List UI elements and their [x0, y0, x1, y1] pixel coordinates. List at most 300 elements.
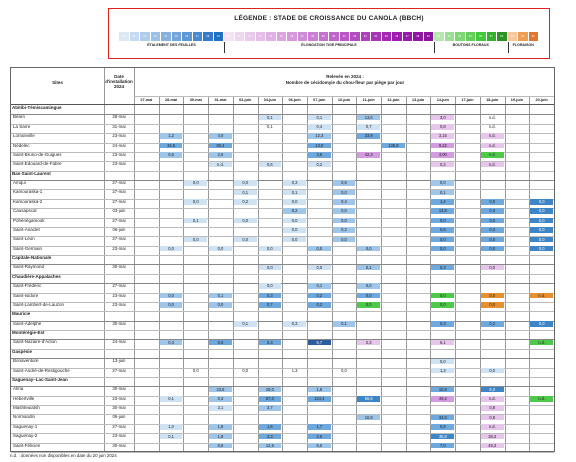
trap-count-cell: 0,0: [242, 367, 249, 373]
trap-count-cell: 3,1: [209, 405, 232, 411]
site-name: Saint-Edouard-de-Fabre: [13, 161, 62, 167]
trap-count-cell: 0,0: [530, 237, 553, 243]
trap-count-cell: 0,0: [357, 283, 380, 289]
date-column-header: 18-juin: [486, 98, 499, 102]
stage-swatch: 32: [350, 32, 361, 41]
trap-count-cell: 0,2: [431, 162, 454, 168]
trap-count-cell: 1,7: [308, 424, 331, 430]
trap-count-cell: 0,1: [209, 293, 232, 299]
stage-swatch: 24: [266, 32, 277, 41]
stage-swatch: 13: [151, 32, 162, 41]
trap-count-cell: 0,3: [283, 180, 306, 186]
stage-swatch: 36: [392, 32, 403, 41]
install-date: 30-mai: [112, 320, 126, 326]
trap-count-cell: 0,0: [234, 218, 257, 224]
trap-count-cell: 0,1: [267, 124, 273, 130]
trap-count-cell: 0,0: [530, 218, 553, 224]
row-divider: [11, 386, 554, 387]
trap-count-cell: 0,8: [431, 424, 454, 430]
stage-swatch: 35: [382, 32, 393, 41]
row-divider: [11, 405, 554, 406]
row-divider: [11, 293, 554, 294]
trap-count-cell: 0,0: [431, 180, 454, 186]
trap-count-cell: n.d.: [481, 162, 504, 168]
trap-count-cell: 0,6: [431, 227, 454, 233]
install-date: 23-mai: [112, 292, 126, 298]
install-date: 30-mai: [112, 405, 126, 411]
row-divider: [11, 358, 554, 359]
region-heading: Abitibi-Témiscamingue: [12, 105, 62, 110]
trap-count-cell: 49,3: [481, 443, 504, 449]
trap-count-cell: 0,0: [192, 367, 199, 373]
row-divider: [11, 143, 554, 144]
site-name: Saguenay-2: [13, 433, 38, 439]
stage-swatch: 30: [329, 32, 340, 41]
trap-count-cell: 0,0: [530, 208, 553, 214]
install-date: 27-mai: [112, 189, 126, 195]
row-divider: [11, 396, 554, 397]
trap-count-cell: 2,6: [308, 434, 331, 440]
stage-swatch: 28: [308, 32, 319, 41]
trap-count-cell: 0,3: [431, 265, 454, 271]
site-name: Saint-Bruno-de-Guigues: [13, 151, 62, 157]
trap-count-cell: 1,0: [160, 424, 183, 430]
stage-group-label: ÉLONGATION TIGE PRINCIPALE: [301, 43, 357, 47]
trap-count-cell: 0,0: [530, 246, 553, 252]
trap-count-cell: 3,3: [259, 434, 282, 440]
trap-count-cell: 6,1: [431, 340, 454, 346]
trap-count-cell: 0,0: [160, 302, 183, 308]
trap-count-cell: 35,8: [431, 434, 454, 440]
trap-count-cell: 0,0: [341, 367, 347, 373]
stage-swatch: 33: [361, 32, 372, 41]
trap-count-cell: 1,8: [209, 424, 232, 430]
region-heading: Mauricie: [12, 311, 31, 317]
site-name: Kamouraska-2: [13, 198, 43, 204]
stage-swatch: 55: [476, 32, 487, 41]
trap-count-cell: 9,22: [431, 143, 454, 149]
stage-swatch: 59: [497, 32, 508, 41]
stage-swatch: 15: [172, 32, 183, 41]
region-heading: Bas-Saint-Laurent: [12, 170, 51, 176]
stage-group-labels: [119, 43, 539, 51]
trap-count-cell: 10,8: [357, 415, 380, 421]
trap-count-cell: 0,0: [481, 368, 504, 374]
trap-count-cell: 13,8: [431, 208, 454, 214]
region-heading: Montérégie-Est: [12, 330, 45, 336]
trap-count-cell: 0,0: [481, 293, 504, 299]
region-heading: Gaspésie: [12, 348, 33, 354]
trap-count-cell: 0,2: [308, 302, 331, 308]
trap-count-cell: 0,3: [259, 340, 282, 346]
row-divider: [11, 161, 554, 162]
stage-swatch: 20: [224, 32, 235, 41]
trap-count-cell: 4,0: [209, 133, 232, 139]
site-name: Saint-Léon: [13, 236, 35, 242]
trap-count-cell: 0,0: [431, 246, 454, 252]
install-date: 27-mai: [112, 367, 126, 373]
row-divider: [11, 274, 554, 275]
stage-swatch: 14: [161, 32, 172, 41]
trap-count-cell: 0,2: [308, 293, 331, 299]
install-date: 23-mai: [112, 395, 126, 401]
trap-count-cell: 23,6: [209, 387, 232, 393]
trap-count-cell: 6,0: [308, 443, 331, 449]
stage-swatch: 61: [518, 32, 529, 41]
trap-count-cell: 0,0: [431, 302, 454, 308]
trap-count-cell: 6,7: [308, 340, 331, 346]
trap-count-cell: 0,1: [184, 218, 207, 224]
trap-count-cell: 0,0: [530, 227, 553, 233]
header-bottom-divider: [11, 104, 554, 105]
install-date: 27-mai: [112, 217, 126, 223]
date-column-header: 20-juin: [535, 98, 548, 102]
row-divider: [11, 414, 554, 415]
date-column-header: 11-juin: [362, 98, 375, 102]
trap-count-cell: 0,1: [357, 265, 380, 271]
site-name: Saint-Adelphe: [13, 320, 42, 326]
trap-count-cell: 0,0: [481, 265, 504, 271]
trap-count-cell: 57,0: [259, 396, 282, 402]
stage-swatch: 62: [529, 32, 540, 41]
trap-count-cell: 0,0: [209, 246, 232, 252]
site-name: Mashteuiatsh: [13, 405, 40, 411]
trap-count-cell: 1,6: [259, 424, 282, 430]
trap-count-cell: 1,9: [209, 434, 232, 440]
install-date: 13-juin: [112, 358, 126, 364]
trap-count-cell: 0,8: [481, 415, 504, 421]
trap-count-cell: 38,3: [481, 434, 504, 440]
stage-swatch: 21: [235, 32, 246, 41]
site-name: La Sarre: [13, 123, 31, 129]
trap-count-cell: 0,0: [481, 302, 504, 308]
stage-swatch: 19: [214, 32, 225, 41]
date-column-header: 10-juin: [337, 98, 351, 102]
row-divider: [11, 246, 554, 247]
trap-count-cell: 0,1: [160, 396, 183, 402]
install-date: 27-mai: [112, 283, 126, 289]
trap-count-cell: 0,8: [481, 405, 504, 411]
trap-count-cell: 0,0: [530, 199, 553, 205]
install-date: 27-mai: [112, 180, 126, 186]
row-divider: [11, 339, 554, 340]
trap-count-cell: n.d.: [488, 124, 496, 130]
stage-swatch: 16: [182, 32, 193, 41]
column-divider: [104, 68, 105, 451]
trap-count-cell: 0,0: [283, 218, 306, 224]
trap-count-cell: 0,4: [308, 124, 331, 130]
row-divider: [11, 377, 554, 378]
date-column-header: 13-juin: [411, 98, 425, 102]
stage-swatch: 34: [371, 32, 382, 41]
install-date: 23-mai: [112, 133, 126, 139]
date-column-header: 31-mai: [214, 98, 227, 102]
install-date: 27-mai: [112, 198, 126, 204]
trap-count-cell: 0,0: [333, 218, 356, 224]
site-name: Lorrainville: [13, 133, 35, 139]
trap-count-cell: 136,8: [382, 143, 405, 149]
trap-count-cell: 0,7: [357, 124, 380, 130]
install-date: 23-mai: [112, 151, 126, 157]
site-name: Saint-Isidore: [13, 292, 39, 298]
row-divider: [11, 433, 554, 434]
region-heading: Capitale-Nationale: [12, 255, 52, 261]
row-divider: [11, 349, 554, 350]
row-divider: [11, 302, 554, 303]
trap-count-cell: 0,0: [283, 237, 306, 243]
site-name: Saint-Anaclet: [13, 226, 40, 232]
trap-count-cell: 3,0: [431, 115, 454, 121]
trap-count-cell: 34,6: [160, 143, 183, 149]
stage-swatch: 51: [445, 32, 456, 41]
trap-count-cell: 0,3: [283, 321, 306, 327]
trap-count-cell: n.d.: [530, 340, 553, 346]
stage-swatch: 31: [340, 32, 351, 41]
trap-count-cell: 0,1: [431, 190, 454, 196]
trap-count-cell: 0,0: [259, 283, 282, 289]
header-divider: [134, 96, 554, 97]
install-date: 31-mai: [112, 123, 126, 129]
site-name: Saint-André-de-Restigouche: [13, 367, 70, 373]
date-column-header: 07-juin: [313, 98, 326, 102]
trap-count-cell: n.d.: [481, 396, 504, 402]
row-divider: [11, 424, 554, 425]
trap-count-cell: 34,0: [431, 415, 454, 421]
trap-count-cell: 0,1: [259, 115, 282, 121]
install-date: 23-mai: [112, 245, 126, 251]
trap-count-cell: 0,2: [308, 162, 331, 168]
install-date-header: Date d'installation 2024: [105, 74, 133, 90]
date-column-header: 12-juin: [387, 98, 400, 102]
trap-count-cell: 0,3: [431, 321, 454, 327]
install-date: 23-mai: [112, 301, 126, 307]
trap-count-cell: 0,0: [530, 321, 553, 327]
trap-count-cell: 0,6: [333, 180, 356, 186]
trap-count-cell: 1,4: [431, 199, 454, 205]
trap-count-cell: 2,6: [209, 152, 232, 158]
trap-count-cell: 29,0: [259, 387, 282, 393]
trap-count-cell: 42,3: [357, 152, 380, 158]
trap-count-cell: 0,0: [184, 237, 207, 243]
trap-count-cell: 0,0: [259, 265, 282, 271]
date-column-header: 03-juin: [239, 98, 252, 102]
stage-group-divider: [434, 42, 435, 53]
site-name: Kamouraska-1: [13, 189, 43, 195]
trap-count-cell: 12,3: [308, 133, 331, 139]
install-date: 27-mai: [112, 423, 126, 429]
stage-swatch: 23: [256, 32, 267, 41]
trap-count-cell: 13,6: [357, 115, 380, 121]
date-column-header: 27-mai: [140, 98, 153, 102]
site-name: Saint-Raymond: [13, 264, 45, 270]
trap-count-cell: n.d.: [488, 114, 496, 120]
trap-count-cell: 0,0: [481, 237, 504, 243]
stage-swatch: 12: [140, 32, 151, 41]
trap-count-cell: 3,00: [431, 152, 454, 158]
trap-count-cell: 0,1: [308, 115, 331, 121]
trap-count-cell: 1,3: [431, 368, 454, 374]
install-date: 30-mai: [112, 442, 126, 448]
trap-count-cell: 0,0: [160, 293, 183, 299]
row-divider: [11, 171, 554, 172]
stage-color-bar: [119, 32, 539, 41]
row-divider: [11, 264, 554, 265]
trap-count-cell: 3,5: [308, 152, 331, 158]
date-column-header: 04-juin: [263, 98, 276, 102]
footnote: n.d. : données non disponibles en date du 20 juin 2024: [10, 453, 117, 458]
trap-count-cell: 0,4: [333, 199, 356, 205]
row-divider: [11, 330, 554, 331]
trap-count-cell: 2,3: [357, 340, 380, 346]
trap-count-cell: 0,0: [283, 199, 306, 205]
trap-count-cell: 0,0: [431, 218, 454, 224]
install-date: 06-juin: [112, 414, 126, 420]
trap-count-cell: 1,8: [308, 387, 331, 393]
date-column-header: 06-juin: [288, 98, 301, 102]
trap-count-cell: 0,0: [160, 246, 183, 252]
stage-swatch: 17: [193, 32, 204, 41]
trap-count-cell: n.d.: [530, 396, 553, 402]
site-name: Saint-Frédéric: [13, 283, 42, 289]
row-divider: [11, 283, 554, 284]
trap-count-cell: 0,0: [481, 218, 504, 224]
trap-count-cell: 0,0: [234, 180, 257, 186]
stage-swatch: 37: [403, 32, 414, 41]
trap-count-cell: 0,0: [234, 237, 257, 243]
row-divider: [11, 311, 554, 312]
trap-count-cell: 0,0: [431, 359, 454, 365]
trap-count-cell: 0,7: [259, 302, 282, 308]
site-name: Saint-Nazaire-d'Acton: [13, 339, 57, 345]
stage-swatch: 57: [487, 32, 498, 41]
trap-count-cell: 0,1: [234, 190, 257, 196]
row-divider: [11, 443, 554, 444]
stage-swatch: 18: [203, 32, 214, 41]
site-name: Amqui: [13, 180, 26, 186]
trap-count-cell: 6,3: [481, 387, 504, 393]
legend-title: LÉGENDE : STADE DE CROISSANCE DU CANOLA (BBCH): [234, 15, 424, 22]
install-date: 27-mai: [112, 236, 126, 242]
row-divider: [11, 124, 554, 125]
trap-count-cell: 0,6: [259, 162, 282, 168]
stage-swatch: 27: [298, 32, 309, 41]
row-divider: [11, 114, 554, 115]
date-column-header: 28-mai: [165, 98, 178, 102]
row-divider: [11, 133, 554, 134]
install-date: 23-mai: [112, 161, 126, 167]
site-name: Saint-Germain: [13, 245, 43, 251]
trap-count-cell: 0,1: [333, 321, 356, 327]
install-date: 28-mai: [112, 114, 126, 120]
trap-count-cell: 0,6: [209, 340, 232, 346]
trap-count-cell: 124,4: [308, 396, 331, 402]
install-date: 03-juin: [112, 208, 126, 214]
stage-swatch: 25: [277, 32, 288, 41]
trap-count-cell: 49,2: [431, 396, 454, 402]
stage-swatch: 26: [287, 32, 298, 41]
trap-count-cell: 0,6: [160, 152, 183, 158]
trap-count-cell: 0,3: [481, 208, 504, 214]
stage-swatch: 29: [319, 32, 330, 41]
trap-count-cell: 0,2: [333, 227, 356, 233]
region-heading: Chaudière-Appalaches: [12, 273, 61, 279]
trap-count-cell: 0,0: [431, 293, 454, 299]
trap-count-cell: 0,0: [357, 246, 380, 252]
trap-count-cell: 8,2: [283, 208, 306, 214]
row-divider: [11, 152, 554, 153]
site-name: Pohénégamook: [13, 217, 45, 223]
install-date: 30-mai: [112, 264, 126, 270]
trap-count-cell: 56,6: [357, 396, 380, 402]
column-divider: [134, 68, 135, 451]
trap-count-cell: 0,0: [333, 208, 356, 214]
install-date: 30-mai: [112, 386, 126, 392]
releves-header: Relevés en 2024 :: [326, 74, 364, 79]
stage-swatch: 22: [245, 32, 256, 41]
trap-count-cell: 0,0: [481, 199, 504, 205]
install-date: 24-mai: [112, 142, 126, 148]
site-name: Causapscal: [13, 208, 37, 214]
stage-swatch: 52: [455, 32, 466, 41]
trap-count-cell: 0,0: [431, 237, 454, 243]
row-divider: [11, 255, 554, 256]
date-column-header: 17-juin: [461, 98, 474, 102]
trap-count-cell: 0,0: [308, 265, 331, 271]
stage-group-divider: [508, 42, 509, 53]
stage-swatch: 39: [424, 32, 435, 41]
install-date: 23-mai: [112, 433, 126, 439]
stage-group-label: ÉTALEMENT DES FEUILLES: [147, 43, 196, 47]
trap-count-cell: n.d.: [481, 133, 504, 139]
trap-count-cell: 13,0: [308, 143, 331, 149]
site-name: Alma: [13, 386, 24, 392]
trap-count-cell: 1,2: [160, 133, 183, 139]
trap-count-cell: 0,0: [333, 190, 356, 196]
trap-count-cell: 0,3: [481, 227, 504, 233]
install-date: 24-mai: [112, 339, 126, 345]
trap-count-cell: 0,0: [308, 246, 331, 252]
site-name: Saint-Félicien: [13, 442, 41, 448]
stage-swatch: 60: [508, 32, 519, 41]
trap-count-cell: 0,0: [184, 199, 207, 205]
stage-swatch: 11: [130, 32, 141, 41]
site-name: Hébertville: [13, 395, 35, 401]
trap-count-cell: n.d.: [481, 424, 504, 430]
legend-box: [108, 8, 550, 59]
region-heading: Saguenay–Lac-Saint-Jean: [12, 376, 68, 382]
trap-count-cell: n.d.: [530, 293, 553, 299]
site-name: Nédelec: [13, 142, 30, 148]
stage-swatch: 53: [466, 32, 477, 41]
site-name: Béarn: [13, 114, 26, 120]
trap-count-cell: 0,3: [259, 293, 282, 299]
trap-count-cell: 0,1: [234, 321, 257, 327]
stage-group-label: BOUTONS FLORAUX: [452, 43, 489, 47]
trap-count-cell: 10,9: [431, 387, 454, 393]
trap-count-cell: n.d.: [481, 143, 504, 149]
trap-count-cell: 7,0: [431, 443, 454, 449]
trap-count-cell: 12,5: [259, 443, 282, 449]
date-column-header: 14-juin: [436, 98, 449, 102]
trap-count-cell: n.d.: [481, 152, 504, 158]
stage-group-divider: [224, 42, 225, 53]
trap-count-cell: 1,3: [291, 367, 298, 373]
site-name: Saint-Lambert-de-Lauzon: [13, 301, 65, 307]
trap-count-cell: 0,1: [283, 190, 306, 196]
trap-count-cell: 83,4: [209, 143, 232, 149]
stage-group-label: FLORAISON: [512, 43, 534, 47]
stage-swatch: 50: [434, 32, 445, 41]
